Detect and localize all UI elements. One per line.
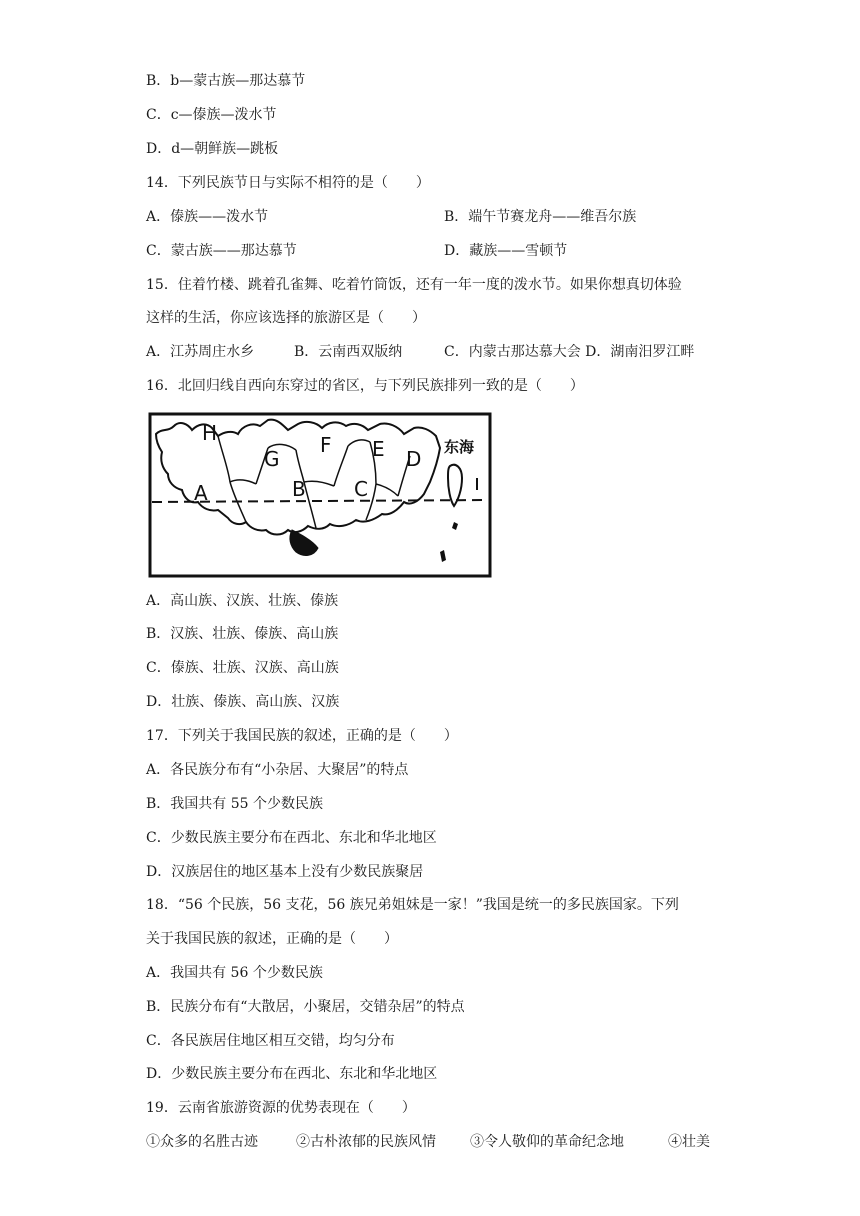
- q15-stem-line2: 这样的生活，你应该选择的旅游区是（ ）: [146, 310, 426, 326]
- q15-option-a[interactable]: A．江苏周庄水乡: [146, 344, 255, 360]
- q18-option-d[interactable]: D．少数民族主要分布在西北、东北和华北地区: [146, 1066, 438, 1082]
- q16-option-c[interactable]: C．傣族、壮族、汉族、高山族: [146, 660, 339, 676]
- q17-stem: 17．下列关于我国民族的叙述，正确的是（ ）: [146, 728, 458, 744]
- map-label-e: E: [372, 437, 385, 461]
- map-label-d: D: [406, 447, 422, 471]
- q18-option-b[interactable]: B．民族分布有“大散居，小聚居，交错杂居”的特点: [146, 999, 465, 1015]
- map-label-a: A: [194, 481, 208, 505]
- q18-option-a[interactable]: A．我国共有 56 个少数民族: [146, 965, 323, 981]
- q15-option-c-d[interactable]: C．内蒙古那达慕大会 D．湖南汨罗江畔: [444, 344, 695, 360]
- map-label-c: C: [354, 477, 368, 501]
- q13-option-d[interactable]: D．d—朝鲜族—跳板: [146, 141, 279, 157]
- q14-option-c[interactable]: C．蒙古族——那达慕节: [146, 243, 297, 259]
- q14-option-a[interactable]: A．傣族——泼水节: [146, 209, 269, 225]
- q18-stem-line1: 18．“56 个民族，56 支花，56 族兄弟姐妹是一家！”我国是统一的多民族国家。下列: [146, 897, 679, 913]
- map-label-b: B: [292, 477, 306, 501]
- map-label-g: G: [264, 447, 280, 471]
- q18-option-c[interactable]: C．各民族居住地区相互交错，均匀分布: [146, 1033, 395, 1049]
- map-label-h: H: [202, 421, 218, 445]
- q19-item-1[interactable]: ①众多的名胜古迹: [146, 1134, 258, 1150]
- q19-item-2[interactable]: ②古朴浓郁的民族风情: [296, 1134, 436, 1150]
- q15-option-b[interactable]: B．云南西双版纳: [294, 344, 403, 360]
- q17-option-c[interactable]: C．少数民族主要分布在西北、东北和华北地区: [146, 830, 437, 846]
- q17-option-b[interactable]: B．我国共有 55 个少数民族: [146, 796, 324, 812]
- q16-option-b[interactable]: B．汉族、壮族、傣族、高山族: [146, 626, 339, 642]
- q14-option-b[interactable]: B．端午节赛龙舟——维吾尔族: [444, 209, 637, 225]
- q19-stem: 19．云南省旅游资源的优势表现在（ ）: [146, 1100, 416, 1116]
- map-label-f: F: [320, 433, 332, 457]
- q13-option-c[interactable]: C．c—傣族—泼水节: [146, 107, 277, 123]
- q17-option-d[interactable]: D．汉族居住的地区基本上没有少数民族聚居: [146, 864, 424, 880]
- q15-stem-line1: 15．住着竹楼、跳着孔雀舞、吃着竹筒饭，还有一年一度的泼水节。如果你想真切体验: [146, 277, 682, 293]
- map-label-east-sea: 东海: [444, 438, 475, 456]
- q18-stem-line2: 关于我国民族的叙述，正确的是（ ）: [146, 931, 398, 947]
- tropic-of-cancer-map: [148, 412, 492, 578]
- q14-option-d[interactable]: D．藏族——雪顿节: [444, 243, 568, 259]
- q14-stem: 14．下列民族节日与实际不相符的是（ ）: [146, 175, 430, 191]
- q16-option-d[interactable]: D．壮族、傣族、高山族、汉族: [146, 694, 340, 710]
- q16-stem: 16．北回归线自西向东穿过的省区，与下列民族排列一致的是（ ）: [146, 378, 584, 394]
- q16-option-a[interactable]: A．高山族、汉族、壮族、傣族: [146, 593, 339, 609]
- q17-option-a[interactable]: A．各民族分布有“小杂居、大聚居”的特点: [146, 762, 409, 778]
- q19-item-3[interactable]: ③令人敬仰的革命纪念地: [470, 1134, 624, 1150]
- q13-option-b[interactable]: B．b—蒙古族—那达慕节: [146, 73, 306, 89]
- q19-item-4[interactable]: ④壮美: [668, 1134, 710, 1150]
